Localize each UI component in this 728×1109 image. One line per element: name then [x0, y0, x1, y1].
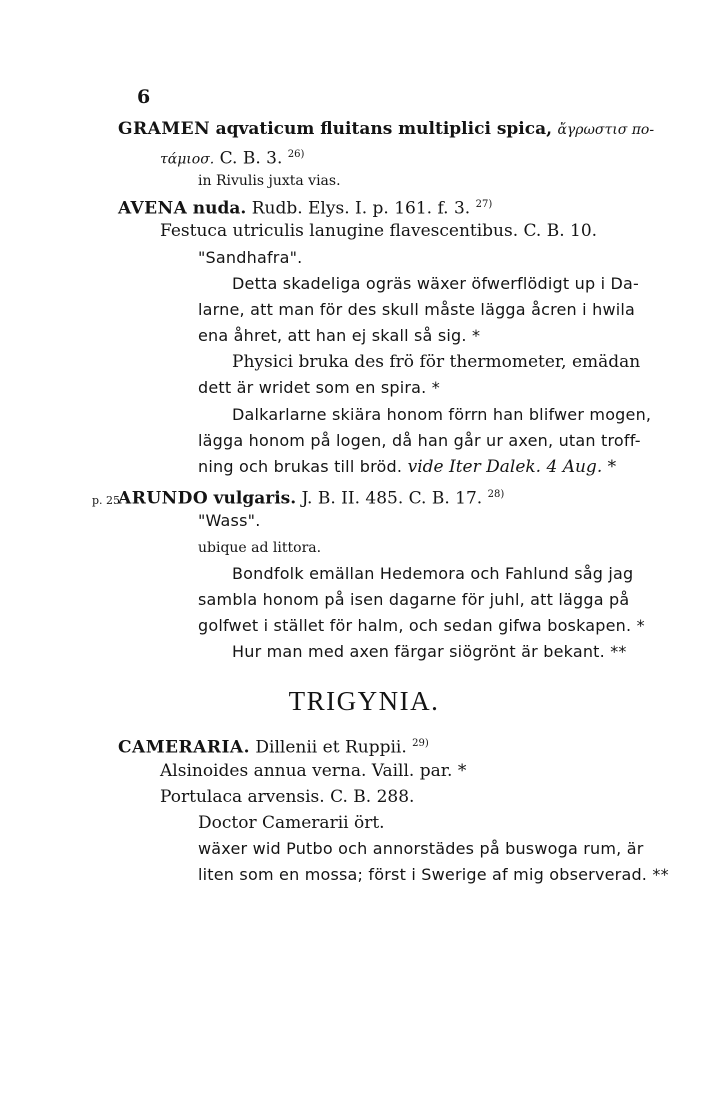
- species-description: aqvaticum fluitans multiplici spica,: [215, 119, 553, 139]
- reference: Rudb. Elys. I. p. 161. f. 3.: [251, 198, 471, 219]
- reference: C. B. 3.: [219, 148, 283, 169]
- entry-gramen-cont: [160, 144, 304, 171]
- genus-name: AVENA: [118, 198, 188, 219]
- cross-reference: vide Iter Dalek. 4 Aug.: [407, 457, 603, 477]
- species-description: nuda.: [192, 198, 247, 219]
- text-line: sambla honom på isen dagarne för juhl, att lägga på: [198, 590, 630, 609]
- vernacular-name: Doctor Camerarii ört.: [198, 813, 385, 833]
- synonym: Festuca utriculis lanugine flavescentibus. C. B. 10.: [160, 221, 598, 241]
- text-line: ning och brukas till bröd.: [198, 457, 403, 476]
- text-line: dett är wridet som en spira. *: [198, 378, 440, 397]
- margin-page-ref: p. 25: [92, 494, 121, 507]
- text-line: Physici bruka des frö för thermometer, emädan: [232, 352, 641, 372]
- footnote-marker: 26): [287, 149, 305, 160]
- text-line: Bondfolk emällan Hedemora och Fahlund såg jag: [232, 564, 634, 583]
- page-number: 6: [137, 86, 151, 108]
- text-line: lägga honom på logen, då han går ur axen, utan troff-: [198, 431, 641, 450]
- text-line: wäxer wid Putbo och annorstädes på buswoga rum, är: [198, 839, 644, 858]
- text-line: Detta skadeliga ogräs wäxer öfwerflödigt up i Da-: [232, 274, 640, 293]
- footnote-marker: 29): [412, 738, 429, 749]
- reference: J. B. II. 485. C. B. 17.: [301, 488, 483, 509]
- genus-name: GRAMEN: [118, 119, 211, 139]
- section-heading: TRIGYNIA.: [288, 686, 440, 716]
- vernacular-name: "Wass".: [198, 511, 261, 530]
- entry-gramen: [118, 118, 654, 141]
- footnote-marker: 27): [475, 199, 493, 210]
- annotation-mark: *: [607, 457, 617, 477]
- footnote-marker: 28): [487, 489, 505, 500]
- synonym: Portulaca arvensis. C. B. 288.: [160, 787, 415, 807]
- text-line: Dalkarlarne skiära honom förrn han blifwer mogen,: [232, 405, 652, 424]
- text-line: liten som en mossa; först i Swerige af mig observerad. **: [198, 865, 669, 884]
- entry-arundo: [118, 484, 504, 510]
- entry-cameraria: [118, 733, 429, 759]
- habitat: ubique ad littora.: [198, 540, 322, 556]
- habitat: in Rivulis juxta vias.: [198, 173, 341, 189]
- text-line: Hur man med axen färgar siögrönt är bekant. **: [232, 642, 627, 661]
- entry-avena: [118, 194, 492, 220]
- synonym: Alsinoides annua verna. Vaill. par. *: [160, 761, 467, 781]
- genus-name: CAMERARIA.: [118, 737, 251, 758]
- text-line-with-reference: [198, 456, 616, 478]
- greek-name: ἄγρωστισ πο-: [557, 122, 655, 138]
- text-line: golfwet i stället för halm, och sedan gifwa boskapen. *: [198, 616, 645, 635]
- species-description: Dillenii et Ruppii.: [255, 737, 407, 758]
- species-description: vulgaris.: [213, 488, 297, 509]
- vernacular-name: "Sandhafra".: [198, 248, 303, 267]
- genus-name: ARUNDO: [118, 488, 209, 509]
- text-line: larne, att man för des skull måste lägga åcren i hwila: [198, 300, 636, 319]
- text-line: ena åhret, att han ej skall så sig. *: [198, 326, 481, 345]
- greek-name-cont: τάμιοσ.: [160, 151, 215, 168]
